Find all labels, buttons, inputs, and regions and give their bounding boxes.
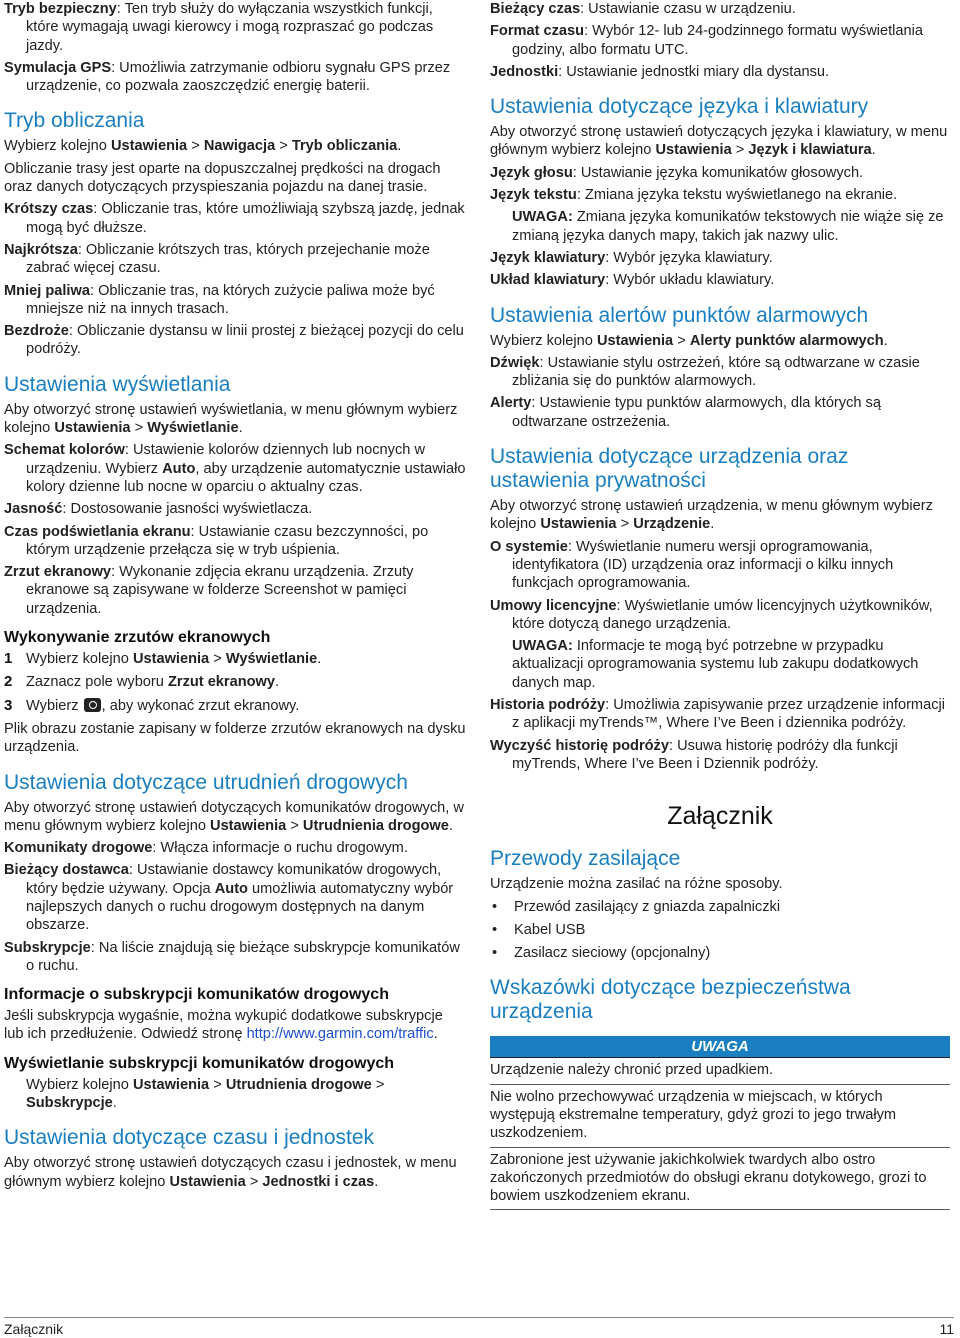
divider — [490, 1057, 950, 1058]
power-intro: Urządzenie można zasilać na różne sposoby. — [490, 876, 783, 893]
desc: : Umożliwia zatrzymanie odbioru sygnału GPS przez urządzenie, co pozwala zaoszczędzić energię baterii. — [26, 59, 451, 95]
step-1: 1 Wybierz kolejno Ustawienia > Wyświetlanie. — [4, 650, 322, 668]
keyboard-layout-item: Układ klawiatury: Wybór układu klawiatury. — [490, 272, 775, 289]
left-column — [4, 0, 466, 1195]
display-intro: Aby otworzyć stronę ustawień wyświetlania, w menu głównym wybierz kolejno Ustawienia > Wyświetlanie. — [4, 401, 458, 437]
alerts-type-item: Alerty: Ustawienie typu punktów alarmowych, dla których są odtwarzane ostrzeżenia. — [490, 395, 881, 430]
units-item: Jednostki: Ustawianie jednostki miary dla dystansu. — [490, 63, 830, 80]
language-intro: Aby otworzyć stronę ustawień dotyczących języka i klawiatury, w menu głównym wybierz kolejno Ustawienia > Język i klawiatura. — [490, 124, 948, 159]
appendix-title: Załącznik — [667, 802, 773, 831]
care-p2: Nie wolno przechowywać urządzenia w miejscach, w których występują ekstremalne temperatury, gdyż grozi to jego trwałym uszkodzeniem. — [490, 1088, 897, 1142]
traffic-intro: Aby otworzyć stronę ustawień dotyczących komunikatów drogowych, w menu głównym wybierz kolejno Ustawienia > Utrudnienia drogowe. — [4, 799, 464, 834]
display-heading: Ustawienia wyświetlania — [4, 372, 231, 396]
footer-divider — [4, 1317, 954, 1318]
color-scheme-item: Schemat kolorów: Ustawienie kolorów dziennych lub nocnych w urządzeniu. Wybierz Auto, aby urządzenie automatycznie ustawiało kolory dzienne lub nocne w oparciu o aktualny czas. — [4, 442, 466, 495]
divider — [490, 1084, 950, 1085]
calc-mode-heading: Tryb obliczania — [4, 109, 145, 133]
text-language-item: Język tekstu: Zmiana języka tekstu wyświetlanego na ekranie. — [490, 187, 898, 204]
divider — [490, 1209, 950, 1210]
device-note: UWAGA: Informacje te mogą być potrzebne w przypadku aktualizacji oprogramowania systemu lub zakupu dodatkowych danych map. — [512, 638, 919, 691]
page-number: 11 — [939, 1321, 954, 1337]
calc-intro: Obliczanie trasy jest oparte na dopuszczalnej prędkości na drogach oraz danych dotyczących przyspieszania pojazdu na danej trasie. — [4, 160, 441, 196]
list-item: • Przewód zasilający z gniazda zapalniczki — [492, 898, 781, 915]
alerts-path: Wybierz kolejno Ustawienia > Alerty punktów alarmowych. — [490, 332, 888, 349]
camera-icon — [84, 698, 101, 712]
voice-language-item: Język głosu: Ustawianie języka komunikatów głosowych. — [490, 164, 864, 181]
calc-path: Wybierz kolejno Ustawienia > Nawigacja > Tryb obliczania. — [4, 138, 402, 155]
desc: : Ten tryb służy do wyłączania wszystkich funkcji, które wymagają uwagi kierowcy i mogą rozpraszać go podczas jazdy. — [26, 1, 434, 54]
care-p3: Zabronione jest używanie jakichkolwiek twardych albo ostro zakończonych przedmiotów do obsługi ekranu dotykowego, grozi to bowiem uszkodzeniem ekranu. — [490, 1151, 927, 1205]
language-note: UWAGA: Zmiana języka komunikatów tekstowych nie wiąże się ze zmianą języka danych mapy, takich jak nazwy ulic. — [512, 209, 944, 244]
view-subscriptions-heading: Wyświetlanie subskrypcji komunikatów drogowych — [4, 1054, 395, 1072]
calc-item-faster: Krótszy czas: Obliczanie tras, które umożliwiają szybszą jazdę, jednak mogą być dłuższe. — [4, 201, 465, 236]
current-time-item: Bieżący czas: Ustawianie czasu w urządzeniu. — [490, 1, 796, 17]
device-heading: Ustawienia dotyczące urządzenia oraz ustawienia prywatności — [490, 445, 849, 493]
alerts-sound-item: Dźwięk: Ustawianie stylu ostrzeżeń, które są odtwarzane w czasie zbliżania się do punktów alarmowych. — [490, 354, 920, 390]
safety-mode-item — [4, 0, 466, 55]
language-heading: Ustawienia dotyczące języka i klawiatury — [490, 95, 869, 119]
licenses-item: Umowy licencyjne: Wyświetlanie umów licencyjnych użytkowników, które dotyczą danego urządzenia. — [490, 597, 933, 632]
traffic-msg-item: Komunikaty drogowe: Włącza informacje o ruchu drogowym. — [4, 840, 408, 857]
caution-banner: UWAGA — [490, 1036, 950, 1057]
step-3: 3 Wybierz , aby wykonać zrzut ekranowy. — [4, 696, 300, 714]
calc-item-offroad: Bezdroże: Obliczanie dystansu w linii prostej z bieżącej pozycji do celu podróży. — [4, 323, 464, 358]
divider — [490, 1147, 950, 1148]
right-column — [490, 0, 950, 1213]
device-intro: Aby otworzyć stronę ustawień urządzenia, w menu głównym wybierz kolejno Ustawienia > Urządzenie. — [490, 498, 933, 533]
screenshots-heading: Wykonywanie zrzutów ekranowych — [4, 629, 271, 647]
about-system-item: O systemie: Wyświetlanie numeru wersji oprogramowania, identyfikatora (ID) urządzenia oraz informacji o kilku innych funkcjach oprogramowania. — [490, 538, 894, 592]
care-p1: Urządzenie należy chronić przed upadkiem. — [490, 1062, 774, 1079]
time-units-intro: Aby otworzyć stronę ustawień dotyczących czasu i jednostek, w menu głównym wybierz kolejno Ustawienia > Jednostki i czas. — [4, 1155, 457, 1190]
term: Tryb bezpieczny — [4, 1, 117, 17]
step-2: 2 Zaznacz pole wyboru Zrzut ekranowy. — [4, 673, 280, 691]
time-units-heading: Ustawienia dotyczące czasu i jednostek — [4, 1126, 375, 1150]
travel-history-item: Historia podróży: Umożliwia zapisywanie przez urządzenie informacji z aplikacji myTrends™, Where I’ve Been i dziennika podróży. — [490, 697, 945, 732]
backlight-item: Czas podświetlania ekranu: Ustawianie czasu bezczynności, po którym urządzenie przełącza się w tryb uśpienia. — [4, 523, 429, 558]
brightness-item: Jasność: Dostosowanie jasności wyświetlacza. — [4, 501, 313, 518]
view-subscriptions-path: Wybierz kolejno Ustawienia > Utrudnienia drogowe > Subskrypcje. — [26, 1076, 385, 1112]
power-list — [490, 898, 950, 963]
subscription-info-heading: Informacje o subskrypcji komunikatów drogowych — [4, 986, 389, 1004]
screenshots-after: Plik obrazu zostanie zapisany w folderze zrzutów ekranowych na dysku urządzenia. — [4, 720, 466, 756]
time-format-item: Format czasu: Wybór 12- lub 24-godzinnego formatu wyświetlania godziny, albo formatu UTC. — [490, 23, 924, 58]
care-heading: Wskazówki dotyczące bezpieczeństwa urządzenia — [490, 976, 851, 1024]
traffic-heading: Ustawienia dotyczące utrudnień drogowych — [4, 770, 408, 794]
power-heading: Przewody zasilające — [490, 847, 681, 871]
alerts-heading: Ustawienia alertów punktów alarmowych — [490, 303, 869, 327]
calc-item-less-fuel: Mniej paliwa: Obliczanie tras, na których zużycie paliwa może być mniejsze niż na innych trasach. — [4, 282, 435, 317]
keyboard-language-item: Język klawiatury: Wybór języka klawiatury. — [490, 249, 773, 266]
list-item: • Zasilacz sieciowy (opcjonalny) — [492, 945, 711, 962]
calc-item-shorter: Najkrótsza: Obliczanie krótszych tras, których przejechanie może zabrać więcej czasu. — [4, 241, 430, 277]
screenshot-item: Zrzut ekranowy: Wykonanie zdjęcia ekranu urządzenia. Zrzuty ekranowe są zapisywane w folderze Screenshot w pamięci urządzenia. — [4, 564, 414, 617]
garmin-traffic-link[interactable]: http://www.garmin.com/traffic — [246, 1026, 434, 1043]
traffic-subs-item: Subskrypcje: Na liście znajdują się bieżące subskrypcje komunikatów o ruchu. — [4, 939, 460, 974]
footer-section: Załącznik — [4, 1321, 64, 1337]
term: Symulacja GPS — [4, 59, 112, 76]
clear-history-item: Wyczyść historię podróży: Usuwa historię podróży dla funkcji myTrends, Where I’ve Been i Dziennik podróży. — [490, 737, 898, 772]
traffic-provider-item: Bieżący dostawca: Ustawianie dostawcy komunikatów drogowych, który będzie używany. Opcja Auto umożliwia automatyczny wybór najlepszych danych o ruchu drogowym dostępnych na danym obszarze. — [4, 862, 454, 934]
list-item: • Kabel USB — [492, 921, 586, 938]
subscription-info-text: Jeśli subskrypcja wygaśnie, można wykupić dodatkowe subskrypcje lub ich przedłużenie. Odwiedź stronę http://www.garmin.com/traffic. — [4, 1008, 443, 1043]
gps-sim-item — [4, 59, 466, 96]
